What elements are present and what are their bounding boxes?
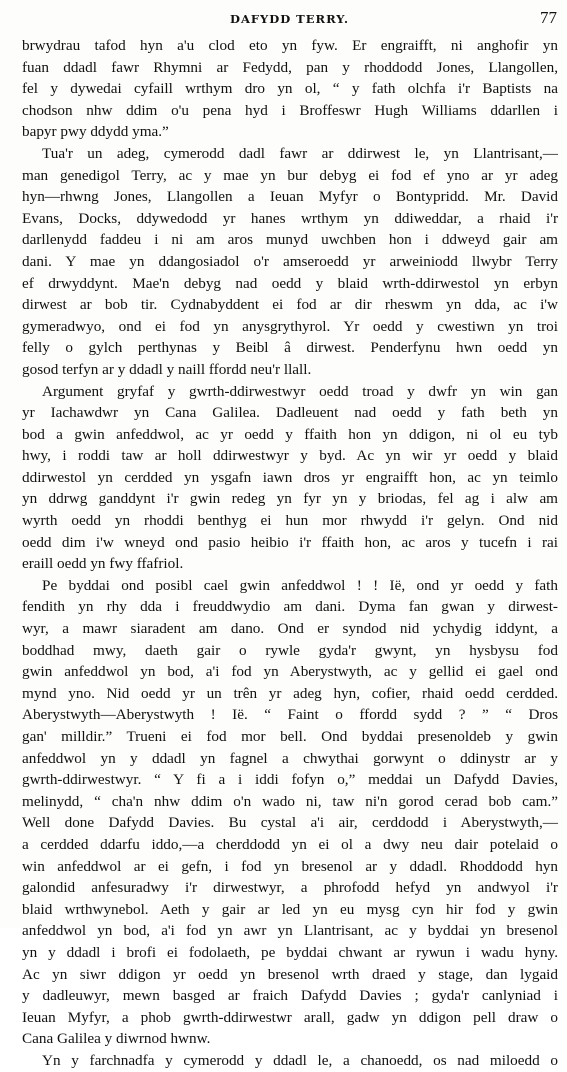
text-line: hyn—rhwng Jones, Llangollen a Ieuan Myfyr o Bontypridd. Mr. David (22, 188, 558, 206)
text-line: darllenydd faddeu i ni am aros munyd uwchben hon i ddweyd gair am (22, 231, 558, 249)
text-line: chodson nhw ddim o'u pena hyd i Broffeswr Hugh Williams ddarllen i (22, 101, 558, 119)
text-line: Ac yn siwr ddigon yr oedd yn bresenol wrth draed y stage, dan lygaid (22, 965, 558, 983)
text-line: y dadleuwyr, mewn basged ar fraich Dafydd Davies ; gyda'r canlyniad i (22, 987, 558, 1005)
text-line: hwy, i roddi taw ar holl ddirwestwyr y byd. Ac yn wir yr oedd y blaid (22, 447, 558, 465)
text-line: Evans, Docks, ddywedodd yr hanes wrthym yn ddiweddar, a rhaid i'r (22, 209, 558, 227)
text-line: yn ddrwg ganddynt i'r gwin redeg yn fyr yn y briodas, fel ag i alw am (22, 490, 558, 508)
text-line: dani. Y mae yn ddangosiadol o'r amseroedd yr arweiniodd llwybr Terry (22, 252, 558, 270)
page-number: 77 (540, 8, 557, 27)
text-line: oedd dim i'w wneyd ond pasio heibio i'r ffaith hon, ac aros y tucefn i rai (22, 533, 558, 551)
text-line: blaid wrthwynebol. Aeth y gair ar led yn eu mysg cyn hir fod y gwin (22, 900, 558, 918)
running-head (22, 8, 557, 28)
text-line: Argument gryfaf y gwrth-ddirwestwyr oedd troad y dwfr yn win gan (42, 382, 558, 400)
text-line: fuan ddadl fawr Rhymni ar Fedydd, pan y rhoddodd Jones, Llangollen, (22, 58, 558, 76)
text-line: mynd yno. Nid oedd yr un trên yr adeg hyn, cofier, rhaid oedd cerdded. (22, 684, 558, 702)
text-line: anfeddwol yn bod, a'i fod yn awr yn Llantrisant, ac y byddai yn bresenol (22, 922, 558, 940)
text-line: gosod terfyn ar y ddadl y naill ffordd neu'r llall. (22, 360, 312, 378)
text-line: gymeradwyo, ond ei fod yn anysgrythyrol. Yr oedd y cwestiwn yn troi (22, 317, 558, 335)
text-line: ddirwestol yn cerdded yn ysgafn iawn dros yr engraifft hon, ac yn teimlo (22, 468, 558, 486)
text-line: Cana Galilea y diwrnod hwnw. (22, 1030, 211, 1048)
text-line: bod a gwin anfeddwol, ac yr oedd y ffaith hon yn ddigon, ni ol eu tyb (22, 425, 558, 443)
text-line: eraill oedd yn fwy ffafriol. (22, 555, 184, 573)
text-line: fel y dywedai cyfaill wrthym dro yn ol, “ y fath olchfa i'r Baptists na (22, 80, 558, 98)
running-title: DAFYDD TERRY. (229, 12, 350, 26)
text-line: yr Iachawdwr yn Cana Galilea. Dadleuent nad oedd y fath beth yn (22, 404, 558, 422)
text-line: felly o gylch perthynas y Beibl â dirwest. Penderfynu hwn oedd yn (22, 339, 558, 357)
text-line: win anfeddwol ar ei gefn, i fod yn bresenol ar y ddadl. Rhoddodd hyn (22, 857, 558, 875)
text-line: Ieuan Myfyr, a phob gwrth-ddirwestwr arall, gadw yn ddigon pell draw o (22, 1008, 558, 1026)
text-line: bapyr pwy ddydd yma.” (22, 123, 169, 141)
text-line: Tua'r un adeg, cymerodd dadl fawr ar ddirwest le, yn Llantrisant,— (42, 144, 558, 162)
text-line: fendith yn rhy dda i freuddwydio am dani. Dyma fan gwan y dirwest- (22, 598, 558, 616)
text-line: anfeddwol yn y ddadl yn fagnel a chwythai gorwynt o ddinystr ar y (22, 749, 558, 767)
text-line: gwrth-ddirwestwyr. “ Y fi a i iddi fofyn o,” meddai un Dafydd Davies, (22, 771, 558, 789)
body-text (22, 35, 558, 1072)
text-line: wyr, a mawr siaradent am dano. Ond er syndod nid ychydig iddynt, a (22, 620, 558, 638)
text-line: boddhad mwy, daeth gair o rywle gyda'r gwynt, yn hysbysu fod (22, 641, 558, 659)
text-line: gwin anfeddwol yn bod, a'i fod yn Aberystwyth, ac y gellid ei gael ond (22, 663, 558, 681)
text-line: dirwest ar bob tir. Cydnabyddent ei fod ar dir rheswm yn dda, ac i'w (22, 296, 558, 314)
text-line: wyrth oedd yn rhoddi benthyg ei hun mor rhwydd i'r gelyn. Ond nid (22, 512, 558, 530)
text-line: Yn y farchnadfa y cymerodd y ddadl le, a chanoedd, os nad miloedd o (42, 1051, 558, 1069)
text-line: man genedigol Terry, ac y mae yn bur debyg ei fod ef yno ar yr adeg (22, 166, 558, 184)
text-line: melinydd, “ cha'n nhw ddim o'n wado ni, taw ni'n gorod cerad bob cam.” (22, 792, 558, 810)
text-line: Pe byddai ond posibl cael gwin anfeddwol ! ! Ië, ond yr oedd y fath (42, 576, 558, 594)
text-line: ef drwyddynt. Mae'n debyg nad oedd y blaid wrth-ddirwestol yn erbyn (22, 274, 558, 292)
text-line: Aberystwyth—Aberystwyth ! Ië. “ Faint o ffordd sydd ? ” “ Dros (22, 706, 558, 724)
text-line: brwydrau tafod hyn a'u clod eto yn fyw. Er engraifft, ni anghofir yn (22, 37, 558, 54)
text-line: yn y ddadl i brofi ei fodolaeth, pe byddai chwant ar rywun i wadu hyny. (22, 943, 558, 961)
text-line: galondid anfesuradwy i'r dirwestwyr, a phrofodd hefyd yn andwyol i'r (22, 879, 558, 897)
text-line: a cerdded ddarfu iddo,—a cherddodd yn ei ol a dwy neu dair potelaid o (22, 835, 558, 853)
text-line: gan' milldir.” Trueni ei fod mor bell. Ond byddai presenoldeb y gwin (22, 728, 558, 745)
text-line: Well done Dafydd Davies. Bu cystal a'i air, cerddodd i Aberystwyth,— (22, 814, 558, 832)
